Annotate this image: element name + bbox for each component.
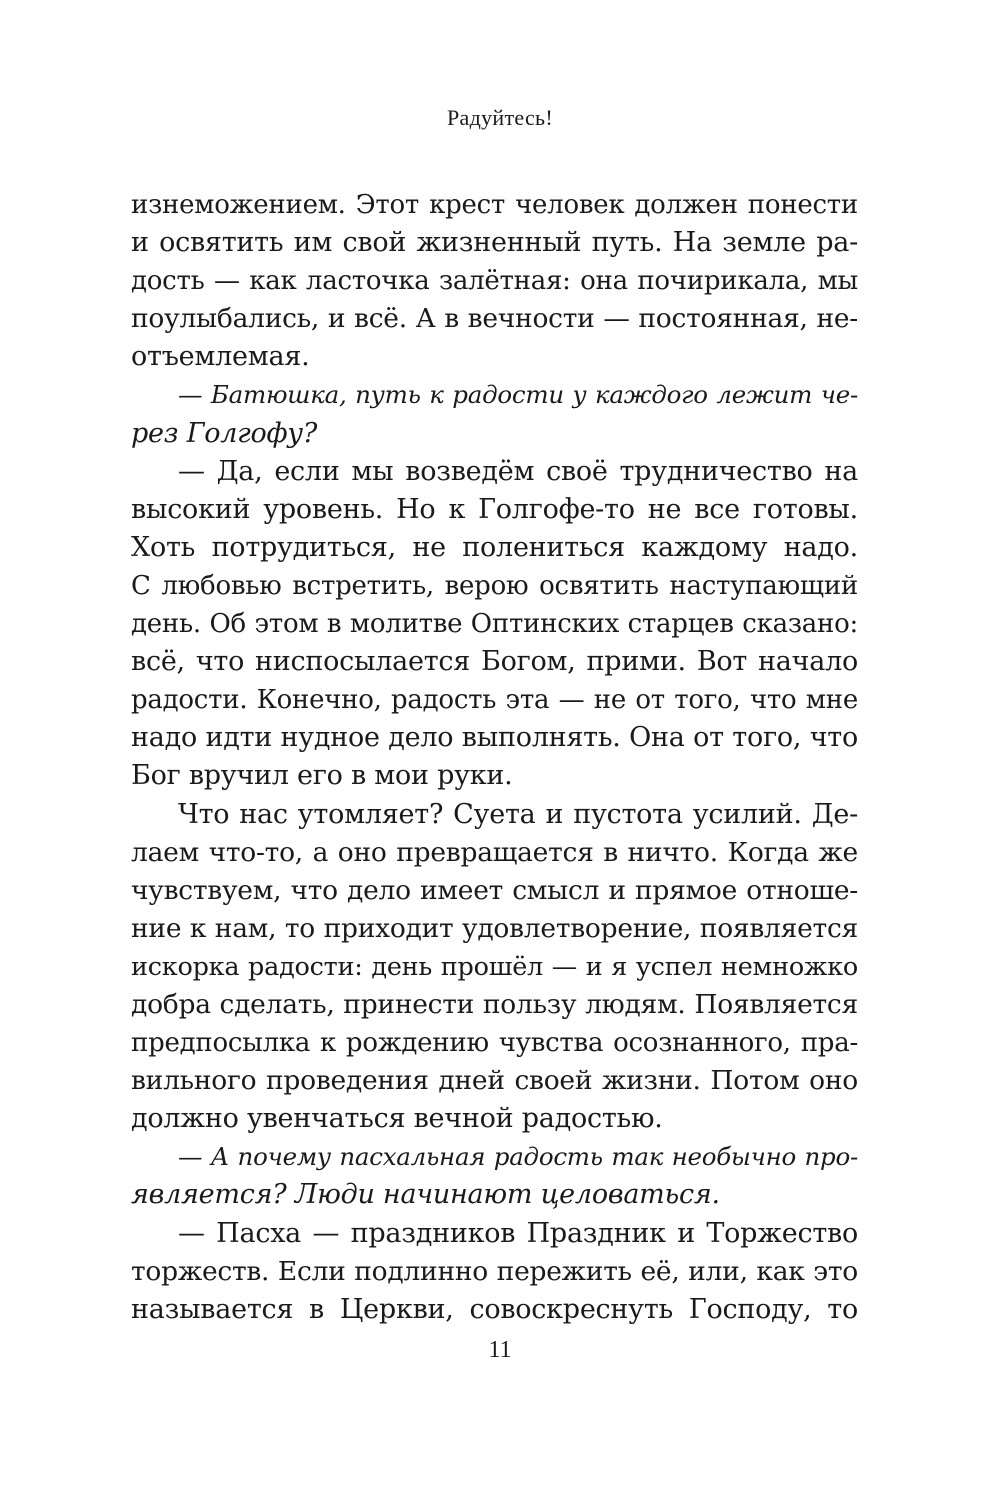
page-number: 11: [488, 1337, 512, 1363]
question-line: — А почему пасхальная радость так необычно про-: [178, 1142, 858, 1172]
text-line: радости. Конечно, радость эта — не от того, что мне: [131, 685, 858, 716]
text-line: С любовью встретить, верою освятить наступающий: [131, 570, 858, 601]
text-line: Хоть потрудиться, не полениться каждому надо.: [131, 531, 858, 563]
question-line: рез Голгофу?: [131, 417, 318, 449]
text-line: отъемлемая.: [131, 341, 310, 373]
text-line: — Пасха — праздников Праздник и Торжество: [178, 1217, 858, 1249]
text-line: изнеможением. Этот крест человек должен понести: [131, 190, 858, 220]
body-text: [131, 186, 858, 1329]
text-line: и освятить им свой жизненный путь. На земле ра-: [131, 227, 858, 259]
text-line: день. Об этом в молитве Оптинских старцев сказано:: [131, 609, 858, 640]
text-line: должно увенчаться вечной радостью.: [131, 1103, 663, 1135]
text-line: предпосылка к рождению чувства осознанного, пра-: [131, 1028, 858, 1059]
text-line: добра сделать, принести пользу людям. Появляется: [131, 988, 858, 1020]
text-line: торжеств. Если подлинно пережить её, или, как это: [131, 1255, 858, 1287]
text-line: называется в Церкви, совоскреснуть Господу, то: [131, 1293, 858, 1325]
text-line: всё, что ниспосылается Богом, прими. Вот начало: [131, 646, 858, 678]
text-line: лаем что-то, а оно превращается в ничто. Когда же: [131, 836, 858, 868]
text-line: дость — как ласточка залётная: она почирикала, мы: [131, 266, 858, 297]
running-title: Радуйтесь!: [446, 105, 554, 130]
question-line: является? Люди начинают целоваться.: [131, 1179, 720, 1211]
text-line: чувствуем, что дело имеет смысл и прямое отноше-: [131, 874, 858, 906]
text-line: Что нас утомляет? Суета и пустота усилий. Де-: [178, 798, 858, 830]
text-line: ние к нам, то приходит удовлетворение, появляется: [131, 912, 858, 944]
text-line: поулыбались, и всё. А в вечности — постоянная, не-: [131, 303, 858, 335]
text-line: надо идти нудное дело выполнять. Она от того, что: [131, 722, 858, 754]
text-line: высокий уровень. Но к Голгофе-то не все готовы.: [131, 493, 858, 525]
text-line: вильного проведения дней своей жизни. Потом оно: [131, 1065, 858, 1097]
question-line: — Батюшка, путь к радости у каждого лежит че-: [178, 380, 858, 410]
text-line: Бог вручил его в мои руки.: [131, 760, 513, 792]
text-line: искорка радости: день прошёл — и я успел немножко: [131, 951, 858, 982]
text-line: — Да, если мы возведём своё трудничество на: [178, 455, 858, 487]
